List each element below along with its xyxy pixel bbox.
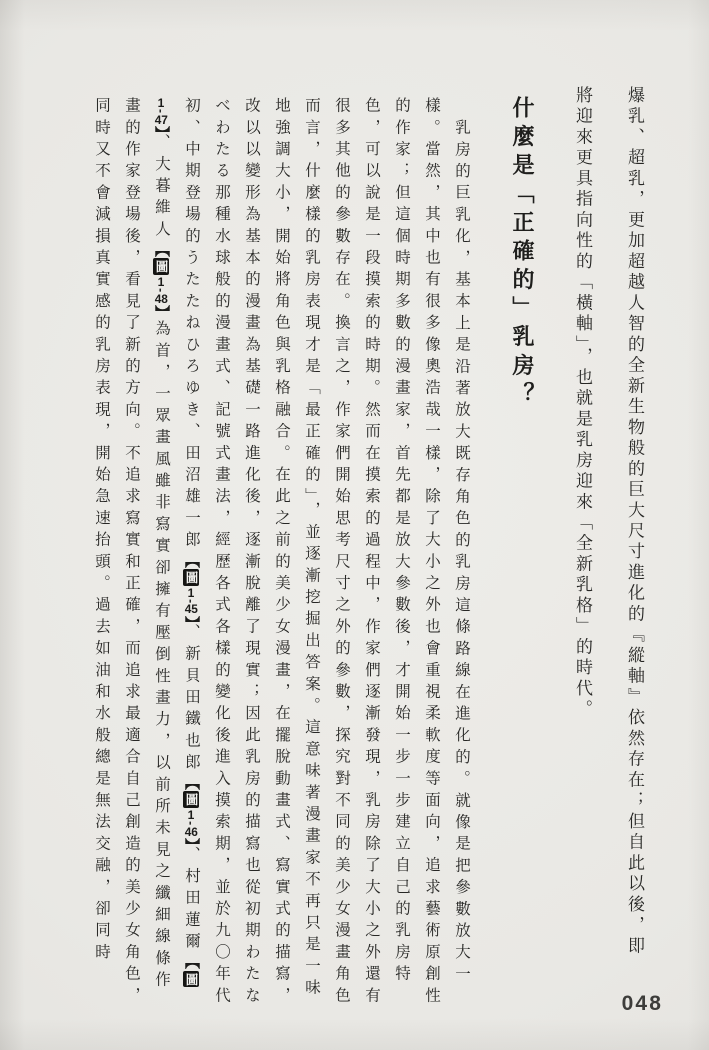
figure-reference xyxy=(183,553,200,624)
figref-close-bracket: 】 xyxy=(153,125,170,134)
figref-close-bracket: 】 xyxy=(183,837,200,846)
section-heading-block xyxy=(505,96,539,496)
figure-label-box: 圖 xyxy=(154,260,168,274)
section-heading: 什麼是「正確的」乳房？ xyxy=(510,96,535,411)
figure-label-box: 圖 xyxy=(184,793,198,807)
figref-open-bracket: 【 xyxy=(183,552,200,569)
body-paragraph: 乳房的巨乳化，基本上是沿著放大既存角色的乳房這條路線在進化的。就像是把參數放大一樣。當然，其中也有很多像奧浩哉一樣，除了大小之外也會重視柔軟度等面向，追求藝術原創性的作家；但這個時期多數的漫畫家，首先都是放大參數後，才開始一步一步建立自己的乳房特色，可以說是一段摸索的時期。然而在摸索的過程中，作家們逐漸發現，乳房除了大小之外還有很多其他的參數存在。換言之，作家們開始思考尺寸之外的參數，探究對不同的美少女漫畫角色而言，什麼樣的乳房表現才是「最正確的」，並逐漸挖掘出答案。這意味著漫畫家不再只是一味地強調大小，開始將角色與乳格融合。在此之前的美少女漫畫，在擺脫動畫式、寫實式的描寫，改以以變形為基本的漫畫為基礎一路進化後，逐漸脫離了現實；因此乳房的描寫也從初期わたなべわたる那種水球般的漫畫式、記號式畫法，經歷各式各樣的變化後進入摸索期，並於九〇年代初、中期登場的うたたねひろゆき、田沼雄一郎【圖1-45】、新貝田鐵也郎【圖1-46】、村田蓮爾【圖1-47】、大暮維人【圖1-48】為首，一眾畫風雖非寫實卻擁有壓倒性畫力，以前所未見之纖細線條作畫的作家登場後，看見了新的方向。不追求寫實和正確，而追求最適合自己創造的美少女角色，同時又不會減損真實感的乳房表現，開始急速抬頭。過去如油和水般總是無法交融，卻同時 xyxy=(93,97,470,1009)
figref-close-bracket: 】 xyxy=(153,304,170,320)
figure-label-box: 圖 xyxy=(184,972,198,986)
figure-number: 1-48 xyxy=(154,276,168,305)
figure-label-box: 圖 xyxy=(184,571,198,584)
body-block xyxy=(84,97,476,1013)
intro-paragraph: 爆乳、超乳，更加超越人智的全新生物般的巨大尺寸進化的『縱軸』依然存在；但自此以後，即將迎來更具指向性的「橫軸」，也就是乳房迎來「全新乳格」的時代。 xyxy=(573,86,644,958)
figure-reference xyxy=(153,97,200,988)
figure-reference xyxy=(153,242,170,320)
figref-open-bracket: 【 xyxy=(153,241,170,258)
figref-close-bracket: 】 xyxy=(183,615,200,624)
figure-number: 1-46 xyxy=(184,809,198,838)
figure-reference xyxy=(183,775,200,846)
figref-open-bracket: 【 xyxy=(183,954,200,970)
intro-block xyxy=(556,86,660,970)
figure-number: 1-45 xyxy=(184,586,198,616)
page-number: 048 xyxy=(621,992,663,1015)
figref-open-bracket: 【 xyxy=(183,775,200,791)
figure-number: 1-47 xyxy=(154,97,168,126)
